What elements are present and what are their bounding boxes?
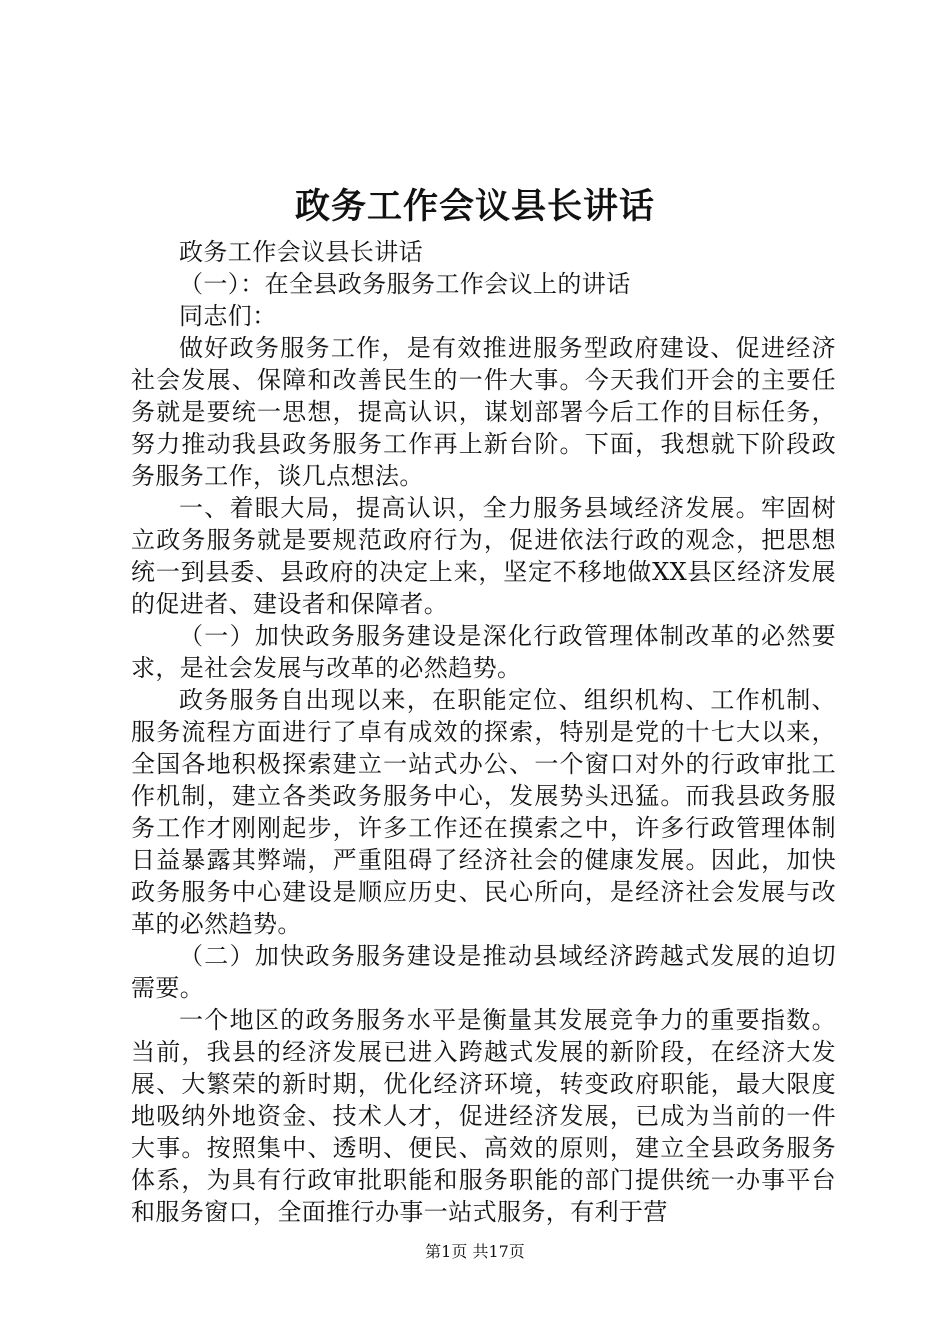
paragraph-intro: 做好政务服务工作，是有效推进服务型政府建设、促进经济社会发展、保障和改善民生的一件大事。今天我们开会的主要任务就是要统一思想，提高认识，谋划部署今后工作的目标任务，努力推动我县政务服务工作再上新台阶。下面，我想就下阶段政务服务工作，谈几点想法。 (131, 334, 836, 490)
page-number-footer: 第1页 共17页 (425, 1242, 525, 1261)
paragraph-subpoint-two: （二）加快政务服务建设是推动县域经济跨越式发展的迫切需要。 (131, 942, 836, 1002)
paragraph-salutation: 同志们： (179, 302, 277, 330)
document-body (131, 236, 836, 1228)
paragraph-point-one: 一、着眼大局，提高认识，全力服务县域经济发展。牢固树立政务服务就是要规范政府行为，促进依法行政的观念，把思想统一到县委、县政府的决定上来，坚定不移地做XX县区经济发展的促进者、建设者和保障者。 (131, 494, 836, 618)
document-title: 政务工作会议县长讲话 (294, 187, 655, 227)
paragraph-subpoint-two-body: 一个地区的政务服务水平是衡量其发展竞争力的重要指数。当前，我县的经济发展已进入跨越式发展的新阶段，在经济大发展、大繁荣的新时期，优化经济环境，转变政府职能，最大限度地吸纳外地资金、技术人才，促进经济发展，已成为当前的一件大事。按照集中、透明、便民、高效的原则，建立全县政务服务体系，为具有行政审批职能和服务职能的部门提供统一办事平台和服务窗口，全面推行办事一站式服务，有利于营 (131, 1006, 836, 1226)
paragraph-subpoint-one-body: 政务服务自出现以来，在职能定位、组织机构、工作机制、服务流程方面进行了卓有成效的探索，特别是党的十七大以来，全国各地积极探索建立一站式办公、一个窗口对外的行政审批工作机制，建立各类政务服务中心，发展势头迅猛。而我县政务服务工作才刚刚起步，许多工作还在摸索之中，许多行政管理体制日益暴露其弊端，严重阻碍了经济社会的健康发展。因此，加快政务服务中心建设是顺应历史、民心所向，是经济社会发展与改革的必然趋势。 (131, 686, 836, 938)
paragraph-subpoint-one: （一）加快政务服务建设是深化行政管理体制改革的必然要求，是社会发展与改革的必然趋势。 (131, 622, 836, 682)
paragraph-subtitle: 政务工作会议县长讲话 (179, 238, 423, 266)
paragraph-section-heading: （一）：在全县政务服务工作会议上的讲话 (179, 270, 631, 298)
